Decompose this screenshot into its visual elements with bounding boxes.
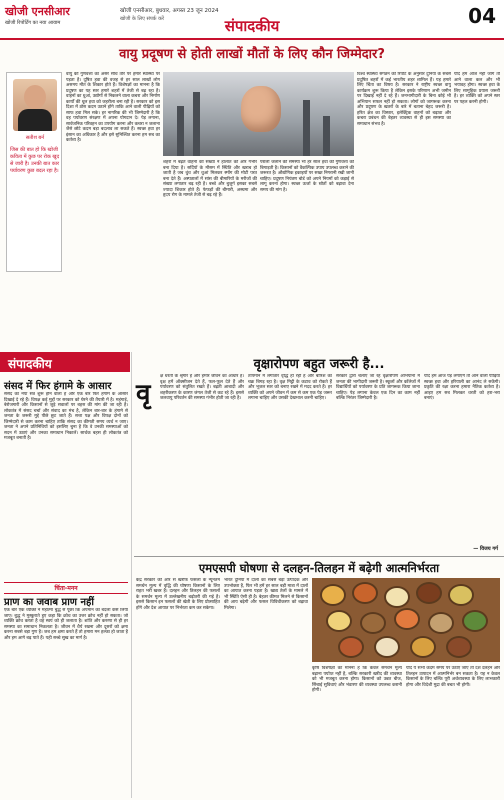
bowl-shape <box>320 584 346 606</box>
article2-dropcap: वृ <box>136 379 151 409</box>
page-number: 04 <box>468 4 496 28</box>
bowl-shape <box>394 608 420 630</box>
article3-column-2: भारत दुनिया में दालों का सबसे बड़ा उत्पादक और उपभोक्ता है, फिर भी हमें हर साल बड़ी मात्रा में दालों का आयात करना पड़ता है। खाद्य तेलों के मामले में भी स्थिति ऐसी ही है। बेहतर कीमत मिलने से किसानों की आय बढ़ेगी और फसल विविधीकरण को बढ़ावा मिलेगा। <box>224 578 308 611</box>
bowl-shape <box>374 636 400 658</box>
article1-column-5: यदि हम आज नहीं जागे तो आने वाला कल और भी भयावह होगा। स्वच्छ हवा के लिए सामूहिक प्रयास जरूरी है। हर व्यक्ति को अपने स्तर पर पहल करनी होगी। <box>454 72 500 105</box>
editorial-body: संसद का नया सत्र शुरू होने वाला है और एक बार फिर हंगामे के आसार दिखाई दे रहे हैं। विपक्ष कई मुद्दों पर सरकार को घेरने की तैयारी में है। महंगाई, बेरोजगारी और किसानों से जुड़े सवालों पर बहस की मांग की जा रही है। लोकतंत्र में संसद चर्चा और संवाद का मंच है, लेकिन बार-बार के हंगामे से जनता के जरूरी मुद्दे पीछे छूट जाते हैं। सत्ता पक्ष और विपक्ष दोनों को जिम्मेदारी से काम करना चाहिए ताकि संसद का कीमती समय व्यर्थ न जाए। जनता ने अपने प्रतिनिधियों को इसलिए चुना है कि वे उनकी समस्याओं को सदन में उठाएं और उनका समाधान निकालें। सार्थक बहस ही लोकतंत्र को मजबूत बनाती है। <box>4 392 128 441</box>
thought-box-headline: प्राण का जवाब प्राण नहीं <box>4 597 94 608</box>
bowl-shape <box>352 582 378 604</box>
bowl-shape <box>416 582 442 604</box>
bowl-shape <box>410 636 436 658</box>
chimney-shape <box>323 116 330 156</box>
columnist-photo <box>13 79 57 131</box>
bowl-shape <box>338 636 364 658</box>
bowl-shape <box>326 610 352 632</box>
article3-headline: एमएसपी घोषणा से दलहन-तिलहन में बढ़ेगी आत्मनिर्भरता <box>134 556 504 576</box>
editorial-headline: संसद में फिर हंगामे के आसार <box>4 381 112 392</box>
thought-box-body: एक बार एक व्यक्ति ने महात्मा बुद्ध से पूछा कि अपमान का बदला कैसे लिया जाए। बुद्ध ने मुस्कुराते हुए कहा कि क्रोध का उत्तर क्रोध नहीं हो सकता। जो व्यक्ति क्रोध करता है वह स्वयं को ही जलाता है। शांति और करुणा से ही हर समस्या का समाधान निकलता है। जीवन में धैर्य रखना और दूसरों को क्षमा करना सबसे बड़ा गुण है। जब हम क्षमा करते हैं तो हमारा मन हल्का हो जाता है और हम आगे बढ़ पाते हैं। यही सच्चे सुख का मार्ग है। <box>4 608 128 641</box>
column-divider <box>131 352 132 798</box>
article2-column-1: क्ष धरती के श्रृंगार हैं और हमारे जीवन का आधार हैं। वृक्ष हमें ऑक्सीजन देते हैं, फल-फूल देते हैं और पर्यावरण को संतुलित रखते हैं। बढ़ती आबादी और शहरीकरण के कारण जंगल तेजी से कट रहे हैं। इससे जलवायु परिवर्तन की समस्या गंभीर होती जा रही है। <box>160 374 244 401</box>
article1-column-1: वायु की गुणवत्ता का असर सीधे तौर पर हमारे स्वास्थ्य पर पड़ता है। दूषित हवा की वजह से हर साल लाखों लोग असमय मौत के शिकार होते हैं। विशेषज्ञों का मानना है कि प्रदूषण का यह स्तर हमारे शहरों में तेजी से बढ़ रहा है। वाहनों का धुआं, उद्योगों से निकलने वाला कचरा और निर्माण कार्यों की धूल हवा को जहरीला बना रही है। सरकार को इस दिशा में ठोस कदम उठाने होंगे ताकि आने वाली पीढ़ियों को साफ हवा मिल सके। हर नागरिक की भी जिम्मेदारी है कि वह पर्यावरण संरक्षण में अपना योगदान दे। पेड़ लगाना, सार्वजनिक परिवहन का उपयोग करना और कचरा न जलाना जैसे छोटे कदम बड़ा बदलाव ला सकते हैं। स्वच्छ हवा हर इंसान का अधिकार है और इसे सुनिश्चित करना हम सब का कर्तव्य है। <box>66 72 160 143</box>
article2-column-2: तापमान में लगातार वृद्धि हो रही है और बारिश का चक्र बिगड़ रहा है। वृक्ष मिट्टी के कटाव को रोकते हैं और भूजल स्तर को बनाए रखने में मदद करते हैं। हर व्यक्ति को अपने जीवन में कम से कम एक पेड़ जरूर लगाना चाहिए और उसकी देखभाल करनी चाहिए। <box>248 374 332 401</box>
logo-text: खोजी एनसीआर <box>5 5 70 18</box>
chimney-shape <box>193 92 200 156</box>
dateline-text: खोजी एनसीआर, बुधवार, अगस्त 23 जून 2024 <box>120 8 219 14</box>
smog-illustration <box>163 72 354 156</box>
article1-column-3: पराली जलाने की समस्या भी हर साल हवा की गुणवत्ता को बिगाड़ती है। किसानों को वैकल्पिक उपाय उपलब्ध कराने की जरूरत है। औद्योगिक इकाइयों पर सख्त निगरानी रखी जानी चाहिए। प्रदूषण नियंत्रण बोर्ड को अपने नियमों को कड़ाई से लागू करना होगा। स्वच्छ ऊर्जा के स्रोतों को बढ़ावा देना समय की मांग है। <box>260 160 354 193</box>
bowl-shape <box>446 636 472 658</box>
chimney-shape <box>177 106 184 156</box>
article2-column-3: सरकार द्वारा चलाए जा रहे वृक्षारोपण अभियानों में जनता की भागीदारी जरूरी है। स्कूलों और कॉलेजों में विद्यार्थियों को पर्यावरण के प्रति जागरूक किया जाना चाहिए। पेड़ लगाना केवल एक दिन का काम नहीं बल्कि निरंतर जिम्मेदारी है। <box>336 374 420 401</box>
nose-shape <box>241 86 281 132</box>
article2-headline: वृक्षारोपण बहुत जरूरी है... <box>253 357 385 372</box>
article3-column-3: कृषि विशेषज्ञों का मानना है कि केवल समर्थन मूल्य बढ़ाना पर्याप्त नहीं है, बल्कि सरकारी खरीद की व्यवस्था को भी मजबूत करना होगा। किसानों को उन्नत बीज, सिंचाई सुविधाएं और भंडारण की व्यवस्था उपलब्ध करानी होगी। <box>312 666 402 693</box>
bowl-shape <box>384 586 410 608</box>
bowl-shape <box>428 612 454 634</box>
article1-headline: वायु प्रदूषण से होती लाखों मौतों के लिए कौन जिम्मेदार? <box>119 47 385 62</box>
article2-column-4: यदि हम आज पेड़ लगाएंगे तो आने वाली पीढ़ियां स्वच्छ हवा और हरियाली का आनंद ले सकेंगी। प्रकृति की रक्षा करना हमारा नैतिक कर्तव्य है। आइए हम सब मिलकर धरती को हरा-भरा बनाएं। <box>424 374 500 401</box>
logo-tagline: खोजी रिपोर्टिंग का नया आयाम <box>5 20 61 26</box>
article2-byline: — विजय गर्ग <box>473 546 498 552</box>
article1-column-4: विश्व स्वास्थ्य संगठन की रिपोर्ट के अनुसार दुनिया के सबसे प्रदूषित शहरों में कई भारतीय शहर शामिल हैं। यह हमारे लिए चिंता का विषय है। सरकार ने राष्ट्रीय स्वच्छ वायु कार्यक्रम शुरू किया है लेकिन इसके परिणाम अभी जमीन पर दिखाई नहीं दे रहे हैं। जनभागीदारी के बिना कोई भी अभियान सफल नहीं हो सकता। लोगों को जागरूक करना और प्रदूषण के खतरों के बारे में बताना बेहद जरूरी है। हरित क्षेत्र का विस्तार, इलेक्ट्रिक वाहनों को बढ़ावा और कचरा प्रबंधन की बेहतर व्यवस्था से ही इस समस्या का समाधान संभव है। <box>357 72 451 127</box>
editorial-strip-label: संपादकीय <box>8 357 52 371</box>
article1-column-2: शहरों में बढ़ते वाहनों की संख्या ने हालात को और गंभीर बना दिया है। सर्दियों के मौसम में स्थिति और खराब हो जाती है जब धुंध और धुआं मिलकर स्मॉग की मोटी परत बना देते हैं। अस्पतालों में सांस की बीमारियों के मरीजों की संख्या लगातार बढ़ रही है। बच्चे और बुजुर्ग इसका सबसे ज्यादा शिकार होते हैं। फेफड़ों की बीमारी, अस्थमा और हृदय रोग के मामले तेजी से बढ़ रहे हैं। <box>163 160 257 198</box>
pulses-photo <box>312 578 500 662</box>
masthead <box>0 0 504 40</box>
section-title: संपादकीय <box>224 17 280 35</box>
article3-column-4: यदि ये सभी कदम समय पर उठाए जाएं तो देश दलहन और तिलहन उत्पादन में आत्मनिर्भर बन सकता है। यह न केवल किसानों के लिए बल्कि पूरी अर्थव्यवस्था के लिए लाभकारी होगा और विदेशी मुद्रा की बचत भी होगी। <box>406 666 500 688</box>
chimney-shape <box>303 100 310 156</box>
bowl-shape <box>360 612 386 634</box>
editorial-strip <box>0 352 130 372</box>
columnist-name: सतीश बर्न <box>25 135 45 141</box>
columnist-pullquote: जिस की बात हो कि खोजी कविता में कुछ पर रोक खुद से जारी है। उनकी बात कार पर्यावरण कुछ बदल रहा है। <box>10 147 60 174</box>
columnist-box <box>6 72 62 272</box>
thought-box-label: चिंता-मनन <box>4 582 128 594</box>
bowl-shape <box>462 610 488 632</box>
article3-column-1: केंद्र सरकार की ओर से खरीफ फसलों के न्यूनतम समर्थन मूल्य में वृद्धि की घोषणा किसानों के लिए राहत भरी खबर है। दलहन और तिलहन की फसलों के समर्थन मूल्य में उल्लेखनीय बढ़ोतरी की गई है। इससे किसान इन फसलों की खेती के लिए प्रोत्साहित होंगे और देश आयात पर निर्भरता कम कर सकेगा। <box>136 578 220 611</box>
dateline-sub: खोजी के लिए संपर्क करें <box>120 16 164 22</box>
bowl-shape <box>448 584 474 606</box>
